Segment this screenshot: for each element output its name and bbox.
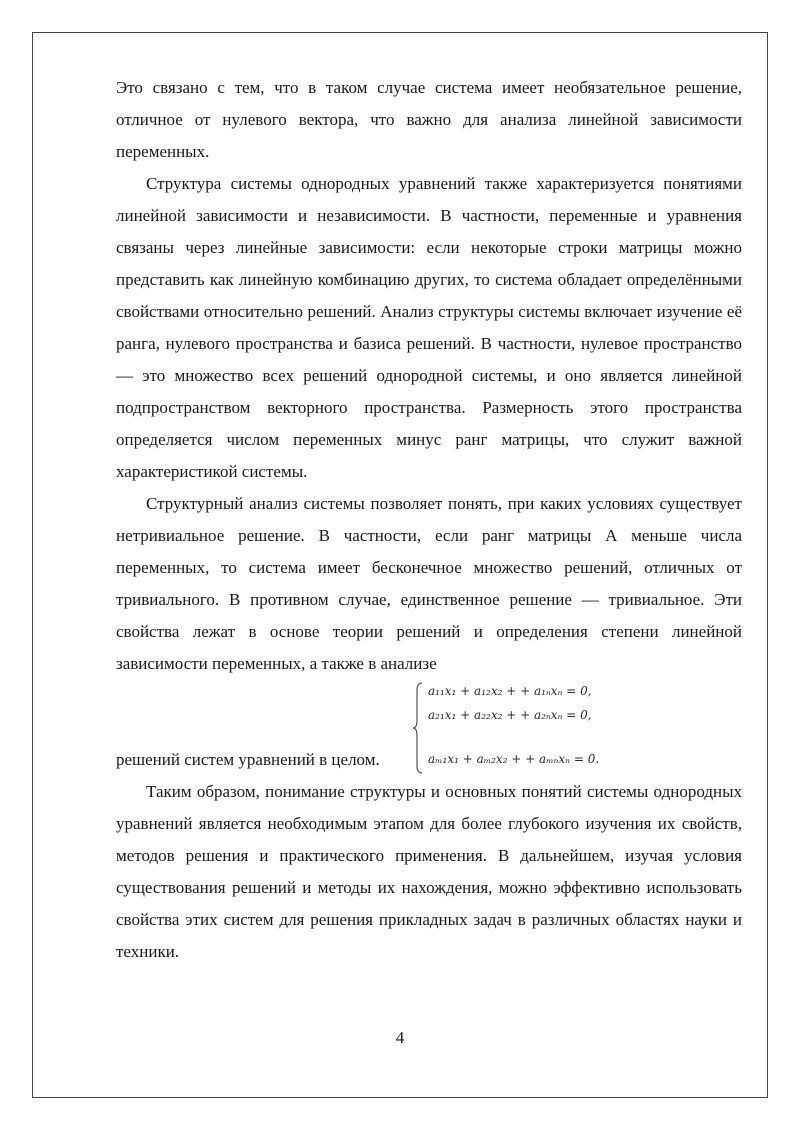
paragraph-1: Это связано с тем, что в таком случае система имеет необязательное решение, отличное от нулевого вектора, что важно для анализа линейной зависимости переменных. [116, 78, 742, 161]
paragraph-3: Структурный анализ системы позволяет понять, при каких условиях существует нетривиальное решение. В частности, если ранг матрицы А меньше числа переменных, то система имеет бесконечное множество решений, отличных от тривиального. В противном случае, единственное решение — тривиальное. Эти свойства лежат в основе теории решений и определения степени линейной зависимости переменных, а также в анализе [116, 494, 742, 673]
left-brace-icon [412, 682, 424, 774]
paragraph-2: Структура системы однородных уравнений также характеризуется понятиями линейной зависимости и независимости. В частности, переменные и уравнения связаны через линейные зависимости: если некоторые строки матрицы можно представить как линейную комбинацию других, то система обладает определёнными свойствами относительно решений. Анализ структуры системы включает изучение её ранга, нулевого пространства и базиса решений. В частности, нулевое пространство — это множество всех решений однородной системы, и оно является линейной подпространством векторного пространства. Размерность этого пространства определяется числом переменных минус ранг матрицы, что служит важной характеристикой системы. [116, 174, 742, 481]
equation-line-2: a₂₁x₁ + a₂₂x₂ + + a₂ₙxₙ = 0, [428, 708, 592, 722]
equation-system [412, 680, 642, 776]
document-body [116, 72, 742, 968]
equation-row [116, 680, 742, 776]
page-number: 4 [395, 1028, 405, 1047]
paragraph-3-ending: решений систем уравнений в целом. [116, 750, 380, 769]
equation-line-3: aₘ₁x₁ + aₘ₂x₂ + + aₘₙxₙ = 0. [428, 752, 600, 766]
paragraph-4: Таким образом, понимание структуры и основных понятий системы однородных уравнений является необходимым этапом для более глубокого изучения их свойств, методов решения и практического применения. В дальнейшем, изучая условия существования решений и методы их нахождения, можно эффективно использовать свойства этих систем для решения прикладных задач в различных областях науки и техники. [116, 782, 742, 961]
equation-line-1: a₁₁x₁ + a₁₂x₂ + + a₁ₙxₙ = 0, [428, 684, 592, 698]
